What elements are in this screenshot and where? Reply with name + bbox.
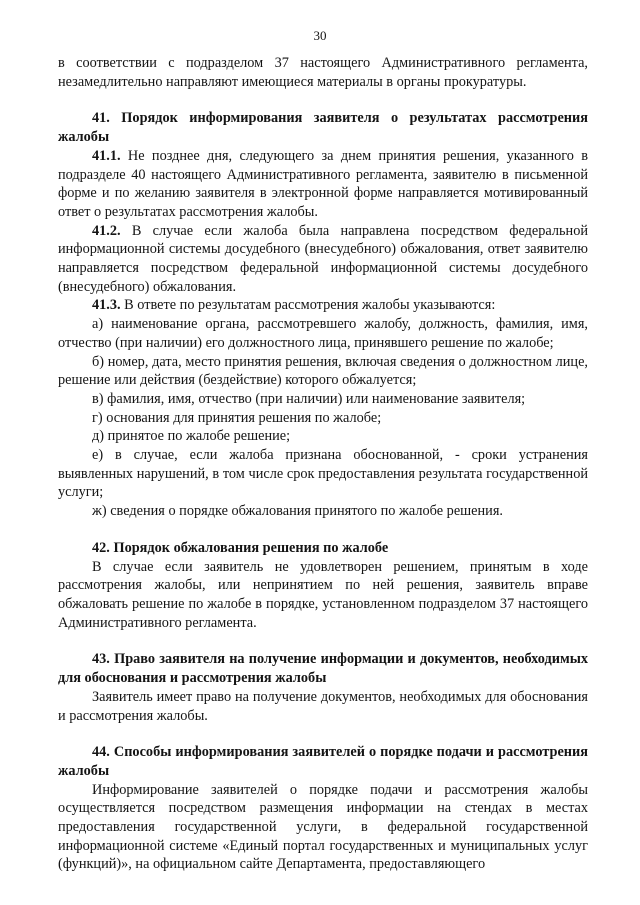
section-43-paragraph: Заявитель имеет право на получение документов, необходимых для обоснования и рассмотрения жалобы. <box>58 688 588 724</box>
section-41-heading: 41. Порядок информирования заявителя о результатах рассмотрения жалобы <box>58 110 588 146</box>
section-44-heading: 44. Способы информирования заявителей о порядке подачи и рассмотрения жалобы <box>58 744 588 779</box>
page-number: 30 <box>313 28 327 43</box>
paragraph-41-1 <box>58 147 588 222</box>
paragraph-number: 41.1. <box>92 147 121 164</box>
spacer <box>58 521 588 539</box>
spacer <box>58 632 588 650</box>
document-body <box>58 54 588 874</box>
paragraph-text: В случае если жалоба была направлена посредством федеральной информационной системы досудебного (внесудебного) обжалования, ответ заявителю направляется посредством федеральной информационной системы досудебного (внесудебного) обжалования. <box>58 222 588 295</box>
section-44-paragraph: Информирование заявителей о порядке подачи и рассмотрения жалобы осуществляется посредством размещения информации на стендах в местах предоставления государственной услуги, в федеральной государственной информационной системе «Единый портал государственных и муниципальных услуг (функций)», на официальном сайте Департамента, предоставляющего <box>58 781 588 873</box>
paragraph-number: 41.3. <box>92 297 121 314</box>
list-item-e: е) в случае, если жалоба признана обоснованной, - сроки устранения выявленных нарушений, в том числе срок предоставления результата государственной услуги; <box>58 447 588 501</box>
list-item-d: д) принятое по жалобе решение; <box>92 428 291 445</box>
list-item-a: а) наименование органа, рассмотревшего жалобу, должность, фамилия, имя, отчество (при наличии) его должностного лица, принявшего решение по жалобе; <box>58 316 588 351</box>
paragraph-text: В ответе по результатам рассмотрения жалобы указываются: <box>120 297 496 314</box>
paragraph-41-2 <box>58 222 588 297</box>
spacer <box>58 725 588 743</box>
section-42-heading: 42. Порядок обжалования решения по жалобе <box>92 539 389 556</box>
list-item-zh: ж) сведения о порядке обжалования принятого по жалобе решения. <box>92 503 503 520</box>
list-item-b: б) номер, дата, место принятия решения, включая сведения о должностном лице, решение или действия (бездействие) которого обжалуется; <box>58 353 588 389</box>
section-42-paragraph: В случае если заявитель не удовлетворен решением, принятым в ходе рассмотрения жалобы, или непринятием по ней решения, заявитель вправе обжаловать решение по жалобе в порядке, установленном подразделом 37 настоящего Административного регламента. <box>58 558 588 631</box>
section-43-heading: 43. Право заявителя на получение информации и документов, необходимых для обоснования и рассмотрения жалобы <box>58 651 588 687</box>
intro-paragraph: в соответствии с подразделом 37 настоящего Административного регламента, незамедлительно направляют имеющиеся материалы в органы прокуратуры. <box>58 55 588 90</box>
list-item-g: г) основания для принятия решения по жалобе; <box>92 409 382 426</box>
spacer <box>58 91 588 109</box>
paragraph-number: 41.2. <box>92 222 121 239</box>
list-item-v: в) фамилия, имя, отчество (при наличии) или наименование заявителя; <box>92 390 526 407</box>
paragraph-text: Не позднее дня, следующего за днем принятия решения, указанного в подразделе 40 настоящего Административного регламента, заявителю в письменной форме и по желанию заявителя в электронной форме направляется мотивированный ответ о результатах рассмотрения жалобы. <box>58 147 588 220</box>
paragraph-41-3 <box>58 296 588 315</box>
